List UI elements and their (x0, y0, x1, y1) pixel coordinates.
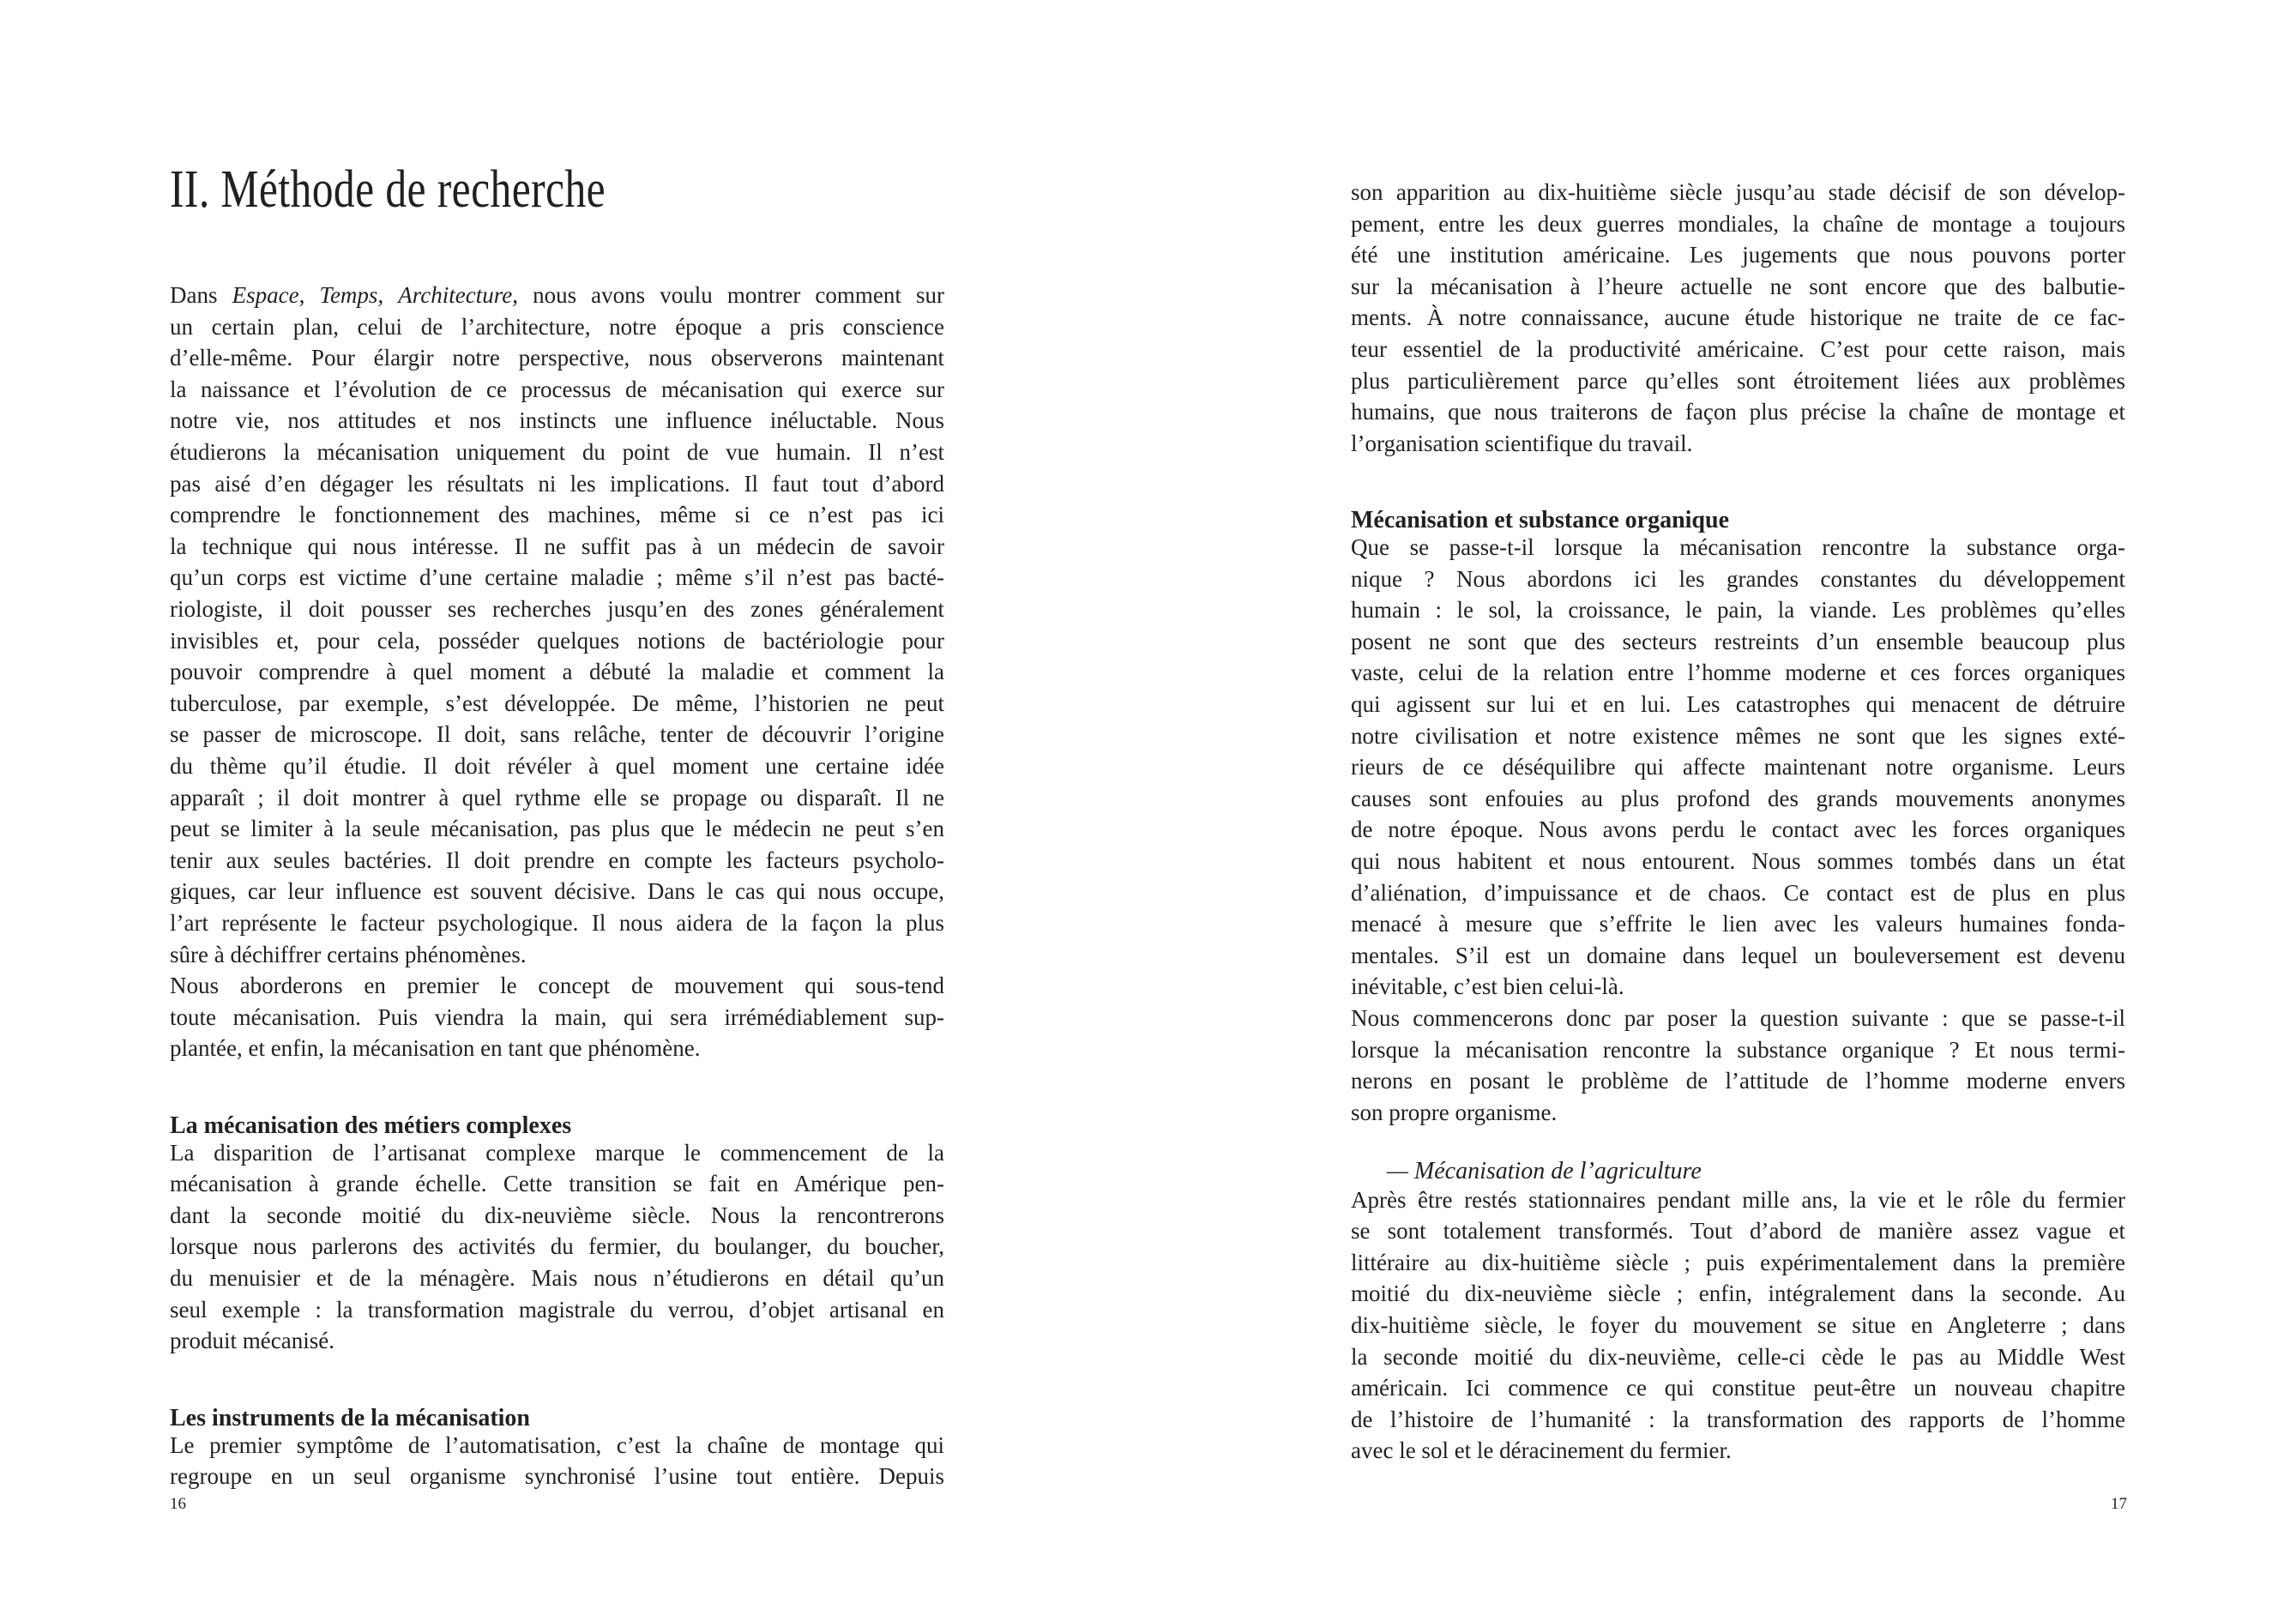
text-run: pouvoir comprendre à quel moment a débuté la maladie et comment la (170, 659, 944, 685)
text-run: de notre époque. Nous avons perdu le contact avec les forces organiques (1351, 817, 2125, 843)
text-run: la naissance et l’évolution de ce processus de mécanisation qui exerce sur (170, 376, 944, 402)
text-line (1351, 1372, 2125, 1403)
text-run: inévitable, c’est bien celui-là. (1351, 973, 1624, 1000)
text-line (1351, 563, 2125, 594)
text-line (170, 311, 944, 342)
text-line (170, 813, 944, 844)
text-run: qui agissent sur lui et en lui. Les catastrophes qui menacent de détruire (1351, 691, 2125, 718)
text-line (170, 1168, 944, 1199)
text-line (170, 531, 944, 562)
text-run: dant la seconde moitié du dix-neuvième siècle. Nous la rencontrerons (170, 1202, 944, 1228)
text-line (170, 1231, 944, 1262)
text-line (1351, 877, 2125, 908)
text-line (170, 342, 944, 373)
text-run: pas aisé d’en dégager les résultats ni les implications. Il faut tout d’abord (170, 470, 944, 497)
text-run: , nous avons voulu montrer comment sur (512, 282, 944, 308)
text-line (1351, 208, 2125, 239)
text-run: regroupe en un seul organisme synchronisé l’usine tout entière. Depuis (170, 1463, 944, 1490)
text-line (170, 970, 944, 1001)
text-run: , (298, 282, 320, 308)
text-run: lorsque la mécanisation rencontre la substance organique ? Et nous termi- (1351, 1036, 2125, 1063)
text-run: apparaît ; il doit montrer à quel rythme elle se propage ou disparaît. Il ne (170, 784, 944, 810)
text-line (170, 750, 944, 781)
text-line (1351, 1278, 2125, 1309)
section-heading: Les instruments de la mécanisation (170, 1404, 530, 1431)
text-line (170, 1325, 944, 1356)
text-line (170, 625, 944, 656)
text-run: la seconde moitié du dix-neuvième, celle-ci cède le pas au Middle West (1351, 1343, 2125, 1370)
text-run: la technique qui nous intéresse. Il ne suffit pas à un médecin de savoir (170, 533, 944, 559)
text-line (170, 1430, 944, 1461)
text-line (1351, 1065, 2125, 1096)
text-run: Dans (170, 282, 232, 308)
text-run: , (377, 282, 399, 308)
text-line (170, 468, 944, 499)
text-line (170, 876, 944, 907)
text-line (1351, 1310, 2125, 1341)
text-run: invisibles et, pour cela, posséder quelques notions de bactériologie pour (170, 627, 944, 654)
text-run: notre vie, nos attitudes et nos instincts une influence inéluctable. Nous (170, 407, 944, 434)
text-line (170, 1033, 944, 1064)
text-run: sûre à déchiffrer certains phénomènes. (170, 941, 527, 967)
text-line (170, 499, 944, 530)
text-line (170, 405, 944, 436)
text-line (170, 1137, 944, 1168)
text-run: son apparition au dix-huitième siècle jusqu’au stade décisif de son dévelop- (1351, 179, 2125, 205)
text-run: Nous aborderons en premier le concept de mouvement qui sous-tend (170, 973, 944, 999)
text-run: littéraire au dix-huitième siècle ; puis expérimentalement dans la première (1351, 1249, 2125, 1275)
text-line (170, 845, 944, 876)
text-line (1351, 1404, 2125, 1435)
italic-title-text: Espace (232, 282, 299, 308)
text-run: teur essentiel de la productivité américaine. C’est pour cette raison, mais (1351, 336, 2125, 362)
text-line (1351, 1003, 2125, 1033)
italic-title-text: Temps (319, 282, 378, 308)
text-run: comprendre le fonctionnement des machines, même si ce n’est pas ici (170, 502, 944, 528)
text-run: qui nous habitent et nous entourent. Nous sommes tombés dans un état (1351, 848, 2125, 875)
text-run: riologiste, il doit pousser ses recherches jusqu’en des zones généralement (170, 596, 944, 622)
text-line (170, 907, 944, 938)
text-run: dix-huitième siècle, le foyer du mouvement se situe en Angleterre ; dans (1351, 1312, 2125, 1339)
text-line (1351, 940, 2125, 971)
text-line (1351, 177, 2125, 208)
text-run: mentales. S’il est un domaine dans lequel un bouleversement est devenu (1351, 942, 2125, 968)
section-subheading: — Mécanisation de l’agriculture (1387, 1158, 1702, 1185)
text-run: toute mécanisation. Puis viendra la main, qui sera irrémédiablement sup- (170, 1003, 944, 1030)
text-run: été une institution américaine. Les jugements que nous pouvons porter (1351, 242, 2125, 268)
italic-title-text: Architecture (398, 282, 513, 308)
text-run: son propre organisme. (1351, 1099, 1558, 1125)
text-line (1351, 271, 2125, 302)
text-run: giques, car leur influence est souvent décisive. Dans le cas qui nous occupe, (170, 878, 944, 905)
text-run: d’aliénation, d’impuissance et de chaos. Ce contact est de plus en plus (1351, 879, 2125, 906)
text-line (1351, 1247, 2125, 1278)
text-run: se sont totalement transformés. Tout d’abord de manière assez vague et (1351, 1218, 2125, 1244)
text-run: tenir aux seules bactéries. Il doit prendre en compte les facteurs psycholo- (170, 847, 944, 873)
text-line (1351, 1435, 2125, 1466)
text-run: Que se passe-t-il lorsque la mécanisation rencontre la substance orga- (1351, 534, 2125, 561)
text-run: tuberculose, par exemple, s’est développée. De même, l’historien ne peut (170, 690, 944, 716)
text-line (1351, 846, 2125, 877)
text-line (170, 437, 944, 467)
text-line (1351, 783, 2125, 814)
text-line (170, 562, 944, 593)
text-run: humain : le sol, la croissance, le pain, la viande. Les problèmes qu’elles (1351, 597, 2125, 624)
text-run: vaste, celui de la relation entre l’homme moderne et ces forces organiques (1351, 660, 2125, 686)
text-run: qu’un corps est victime d’une certaine maladie ; même s’il n’est pas bacté- (170, 564, 944, 591)
text-run: l’art représente le facteur psychologique. Il nous aidera de la façon la plus (170, 910, 944, 936)
section-heading: Mécanisation et substance organique (1351, 507, 1729, 534)
text-line (1351, 814, 2125, 845)
text-run: Après être restés stationnaires pendant mille ans, la vie et le rôle du fermier (1351, 1186, 2125, 1213)
text-line (1351, 1215, 2125, 1246)
text-run: posent ne sont que des secteurs restreints d’un ensemble beaucoup plus (1351, 628, 2125, 654)
page-number-right: 17 (2111, 1495, 2127, 1513)
text-line (1351, 751, 2125, 782)
text-line (1351, 1097, 2125, 1128)
text-line (170, 939, 944, 970)
text-run: étudierons la mécanisation uniquement du point de vue humain. Il n’est (170, 439, 944, 465)
text-line (170, 688, 944, 719)
text-line (1351, 396, 2125, 427)
text-line (1351, 908, 2125, 939)
right-page (1148, 0, 2296, 1621)
text-run: pement, entre les deux guerres mondiales, la chaîne de montage a toujours (1351, 210, 2125, 237)
text-line (170, 594, 944, 624)
text-run: sur la mécanisation à l’heure actuelle ne sont encore que des balbutie- (1351, 273, 2125, 299)
text-line (170, 1294, 944, 1325)
text-run: lorsque nous parlerons des activités du fermier, du boulanger, du boucher, (170, 1233, 944, 1260)
text-line (1351, 720, 2125, 751)
text-run: plantée, et enfin, la mécanisation en tant que phénomène. (170, 1035, 701, 1062)
text-run: notre civilisation et notre existence mêmes ne sont que les signes exté- (1351, 722, 2125, 749)
text-run: mécanisation à grande échelle. Cette transition se fait en Amérique pen- (170, 1171, 944, 1197)
text-line (1351, 428, 2125, 459)
text-line (1351, 689, 2125, 720)
text-line (1351, 657, 2125, 688)
text-run: moitié du dix-neuvième siècle ; enfin, intégralement dans la seconde. Au (1351, 1281, 2125, 1307)
text-line (170, 280, 944, 310)
text-line (1351, 594, 2125, 625)
text-line (1351, 971, 2125, 1002)
section-heading: La mécanisation des métiers complexes (170, 1112, 572, 1140)
text-line (170, 1002, 944, 1033)
text-run: américain. Ici commence ce qui constitue peut-être un nouveau chapitre (1351, 1375, 2125, 1401)
text-line (170, 782, 944, 813)
text-run: humains, que nous traiterons de façon plus précise la chaîne de montage et (1351, 399, 2125, 425)
text-run: ments. À notre connaissance, aucune étude historique ne traite de ce fac- (1351, 304, 2125, 331)
text-run: causes sont enfouies au plus profond des grands mouvements anonymes (1351, 785, 2125, 811)
text-line (1351, 334, 2125, 365)
text-line (1351, 365, 2125, 396)
text-line (170, 1461, 944, 1491)
text-run: plus particulièrement parce qu’elles sont étroitement liées aux problèmes (1351, 367, 2125, 394)
text-run: avec le sol et le déracinement du fermier. (1351, 1437, 1732, 1464)
text-run: rieurs de ce déséquilibre qui affecte maintenant notre organisme. Leurs (1351, 754, 2125, 780)
page-number-left: 16 (170, 1495, 186, 1513)
text-run: du menuisier et de la ménagère. Mais nous n’étudierons en détail qu’un (170, 1265, 944, 1292)
text-run: peut se limiter à la seule mécanisation, pas plus que le médecin ne peut s’en (170, 816, 944, 842)
text-run: nerons en posant le problème de l’attitude de l’homme moderne envers (1351, 1068, 2125, 1094)
text-run: Le premier symptôme de l’automatisation, c’est la chaîne de montage qui (170, 1431, 944, 1458)
text-line (170, 1262, 944, 1293)
text-line (1351, 1034, 2125, 1065)
text-line (170, 1200, 944, 1231)
text-line (1351, 1341, 2125, 1372)
text-run: se passer de microscope. Il doit, sans relâche, tenter de découvrir l’origine (170, 721, 944, 748)
text-line (1351, 532, 2125, 563)
text-run: du thème qu’il étudie. Il doit révéler à quel moment une certaine idée (170, 753, 944, 779)
text-run: nique ? Nous abordons ici les grandes constantes du développement (1351, 565, 2125, 592)
text-run: menacé à mesure que s’effrite le lien avec les valeurs humaines fonda- (1351, 911, 2125, 937)
text-line (1351, 626, 2125, 657)
text-run: un certain plan, celui de l’architecture, notre époque a pris conscience (170, 313, 944, 340)
text-line (1351, 1184, 2125, 1215)
chapter-title: II. Méthode de recherche (170, 160, 606, 219)
text-run: l’organisation scientifique du travail. (1351, 430, 1693, 456)
text-line (170, 719, 944, 750)
text-run: de l’histoire de l’humanité : la transformation des rapports de l’homme (1351, 1406, 2125, 1432)
text-run: Nous commencerons donc par poser la question suivante : que se passe-t-il (1351, 1005, 2125, 1032)
text-line (1351, 302, 2125, 333)
text-run: d’elle-même. Pour élargir notre perspective, nous observerons maintenant (170, 345, 944, 371)
text-line (170, 374, 944, 405)
text-run: produit mécanisé. (170, 1328, 334, 1354)
text-run: La disparition de l’artisanat complexe marque le commencement de la (170, 1139, 944, 1166)
text-line (1351, 239, 2125, 270)
text-line (170, 656, 944, 687)
text-run: seul exemple : la transformation magistrale du verrou, d’objet artisanal en (170, 1296, 944, 1323)
